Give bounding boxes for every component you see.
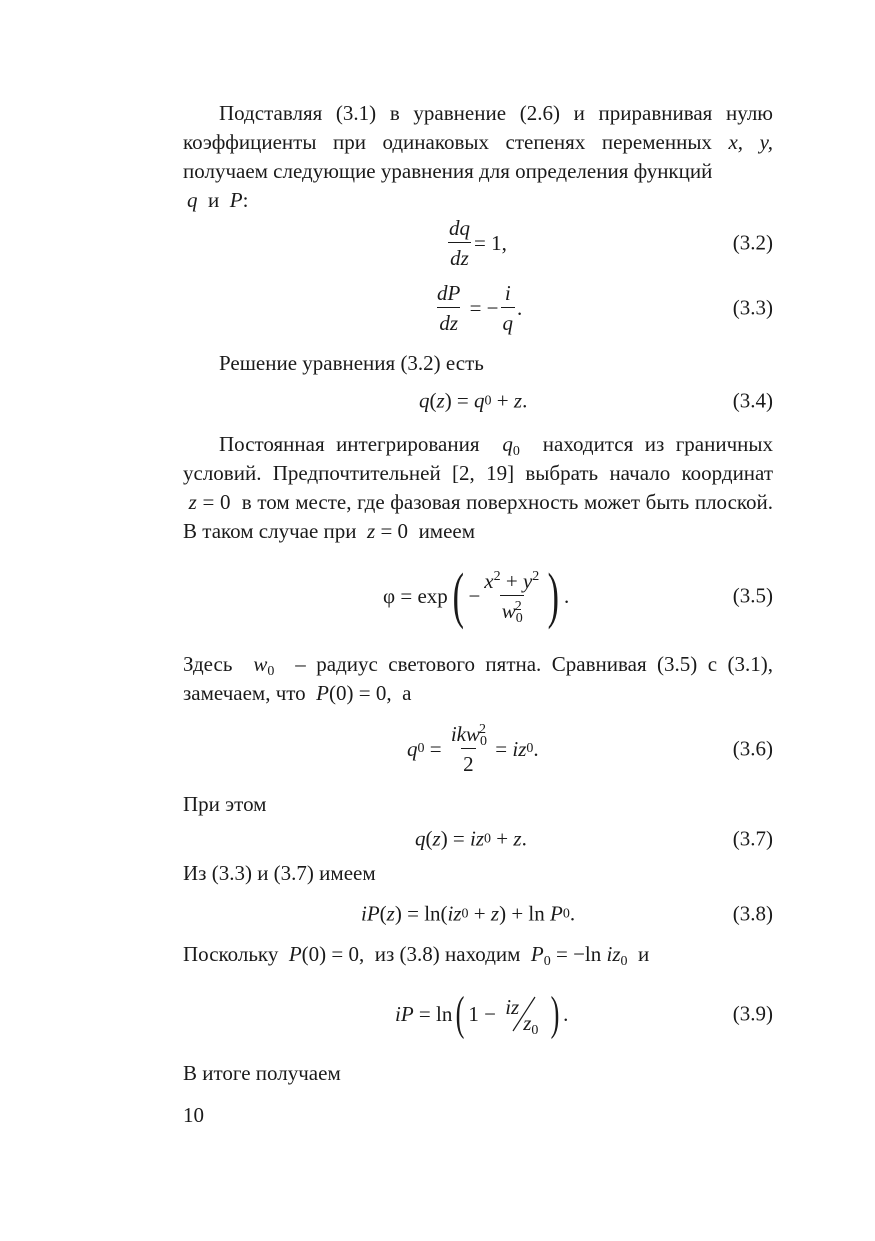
var-q: q: [187, 188, 198, 212]
equation-3-5: [183, 546, 773, 646]
paragraph-5-text: При этом: [183, 792, 267, 816]
paragraph-3-c: в том месте, где фазовая поверхность может быть плоской. В таком случае при: [183, 490, 774, 543]
paragraph-1-tail: [183, 186, 773, 215]
page-number: 10: [183, 1103, 204, 1127]
slash-fraction: iz $z_0$: [505, 995, 539, 1038]
paragraph-8: [183, 1059, 773, 1088]
equation-3-2: [183, 215, 773, 271]
var-P: P: [229, 188, 243, 212]
paragraph-7-a: Поскольку: [183, 942, 279, 966]
page-body: [183, 99, 773, 1088]
equation-3-8: [183, 888, 773, 940]
equation-3-6: [183, 708, 773, 790]
equation-3-4-formula: q ( z ) = q 0 + z .: [419, 388, 528, 413]
equation-3-4: [183, 378, 773, 424]
equation-number: (3.2): [732, 230, 773, 255]
equation-number: (3.9): [732, 1001, 773, 1026]
equation-3-2-formula: $\frac{dq}{dz}$ = 1,: [449, 216, 507, 270]
equation-3-6-formula: q 0 = $\frac{ikw_0^2}{2}$ = iz 0 .: [407, 722, 539, 776]
paragraph-1: [183, 99, 773, 186]
equation-3-7: [183, 819, 773, 859]
paragraph-7: Поскольку P(0) = 0, из (3.8) находим $P_0 = -\ln$ $iz_0$ и: [183, 942, 650, 969]
equation-3-3-formula: $\frac{dP}{dz}$ = − $\frac{i}{q}$ .: [437, 281, 523, 335]
equation-3-7-formula: q ( z ) = iz 0 + z .: [415, 826, 527, 851]
equation-3-5-formula: φ = exp ( − $\frac{x^2 + y^2}{w_0^2}$ ) .: [383, 562, 570, 630]
and-word: и: [208, 188, 220, 212]
colon: :: [242, 188, 249, 212]
equation-3-8-formula: iP ( z ) = ln( iz 0 + z ) + ln P 0 .: [361, 901, 576, 926]
paragraph-4-c: а: [402, 681, 412, 705]
paragraph-4-b: – радиус светового пятна. Сравнивая (3.5) с (3.1), замечаем, что: [183, 652, 774, 705]
paragraph-3-a: Постоянная интегрирования: [219, 432, 480, 456]
paragraph-3: Постоянная интегрирования $q_0$ находится из граничных условий. Предпочтительней [2, 19] выбрать начало координат z = 0 в том месте, где фазовая поверхность может быть плоской. В таком случае при z = 0 имеем: [183, 432, 774, 543]
paragraph-7-c: и: [638, 942, 650, 966]
equation-number: (3.6): [732, 736, 773, 761]
paragraph-1-cont: получаем следующие уравнения для определения функций: [183, 159, 713, 183]
equation-number: (3.3): [732, 295, 773, 320]
paragraph-8-text: В итоге получаем: [183, 1061, 341, 1085]
paragraph-6-text: Из (3.3) и (3.7) имеем: [183, 861, 376, 885]
equation-3-3: [183, 271, 773, 345]
paragraph-6: [183, 859, 773, 888]
paragraph-3-b: находится из граничных условий. Предпочтительней [2, 19] выбрать начало координат: [183, 432, 774, 485]
equation-3-9: [183, 969, 773, 1059]
variables-xy: x, y,: [728, 130, 774, 154]
paragraph-5: [183, 790, 773, 819]
equation-number: (3.4): [732, 388, 773, 413]
paragraph-3-d: имеем: [418, 519, 476, 543]
paragraph-2-text: Решение уравнения (3.2) есть: [219, 351, 484, 375]
paragraph-7-b: из (3.8) находим: [374, 942, 521, 966]
paragraph-2: [183, 349, 773, 378]
equation-number: (3.7): [732, 826, 773, 851]
paragraph-4: Здесь $w_0$ – радиус светового пятна. Сравнивая (3.5) с (3.1), замечаем, что P(0) = 0, а: [183, 652, 774, 705]
equation-3-9-formula: iP = ln ( 1 − iz $z_0$ ) .: [395, 987, 569, 1040]
equation-number: (3.5): [732, 583, 773, 608]
equation-number: (3.8): [732, 901, 773, 926]
paragraph-4-a: Здесь: [183, 652, 233, 676]
paragraph-1-text: Подставляя (3.1) в уравнение (2.6) и приравнивая нулю коэффициенты при одинаковых степенях переменных: [183, 101, 773, 154]
